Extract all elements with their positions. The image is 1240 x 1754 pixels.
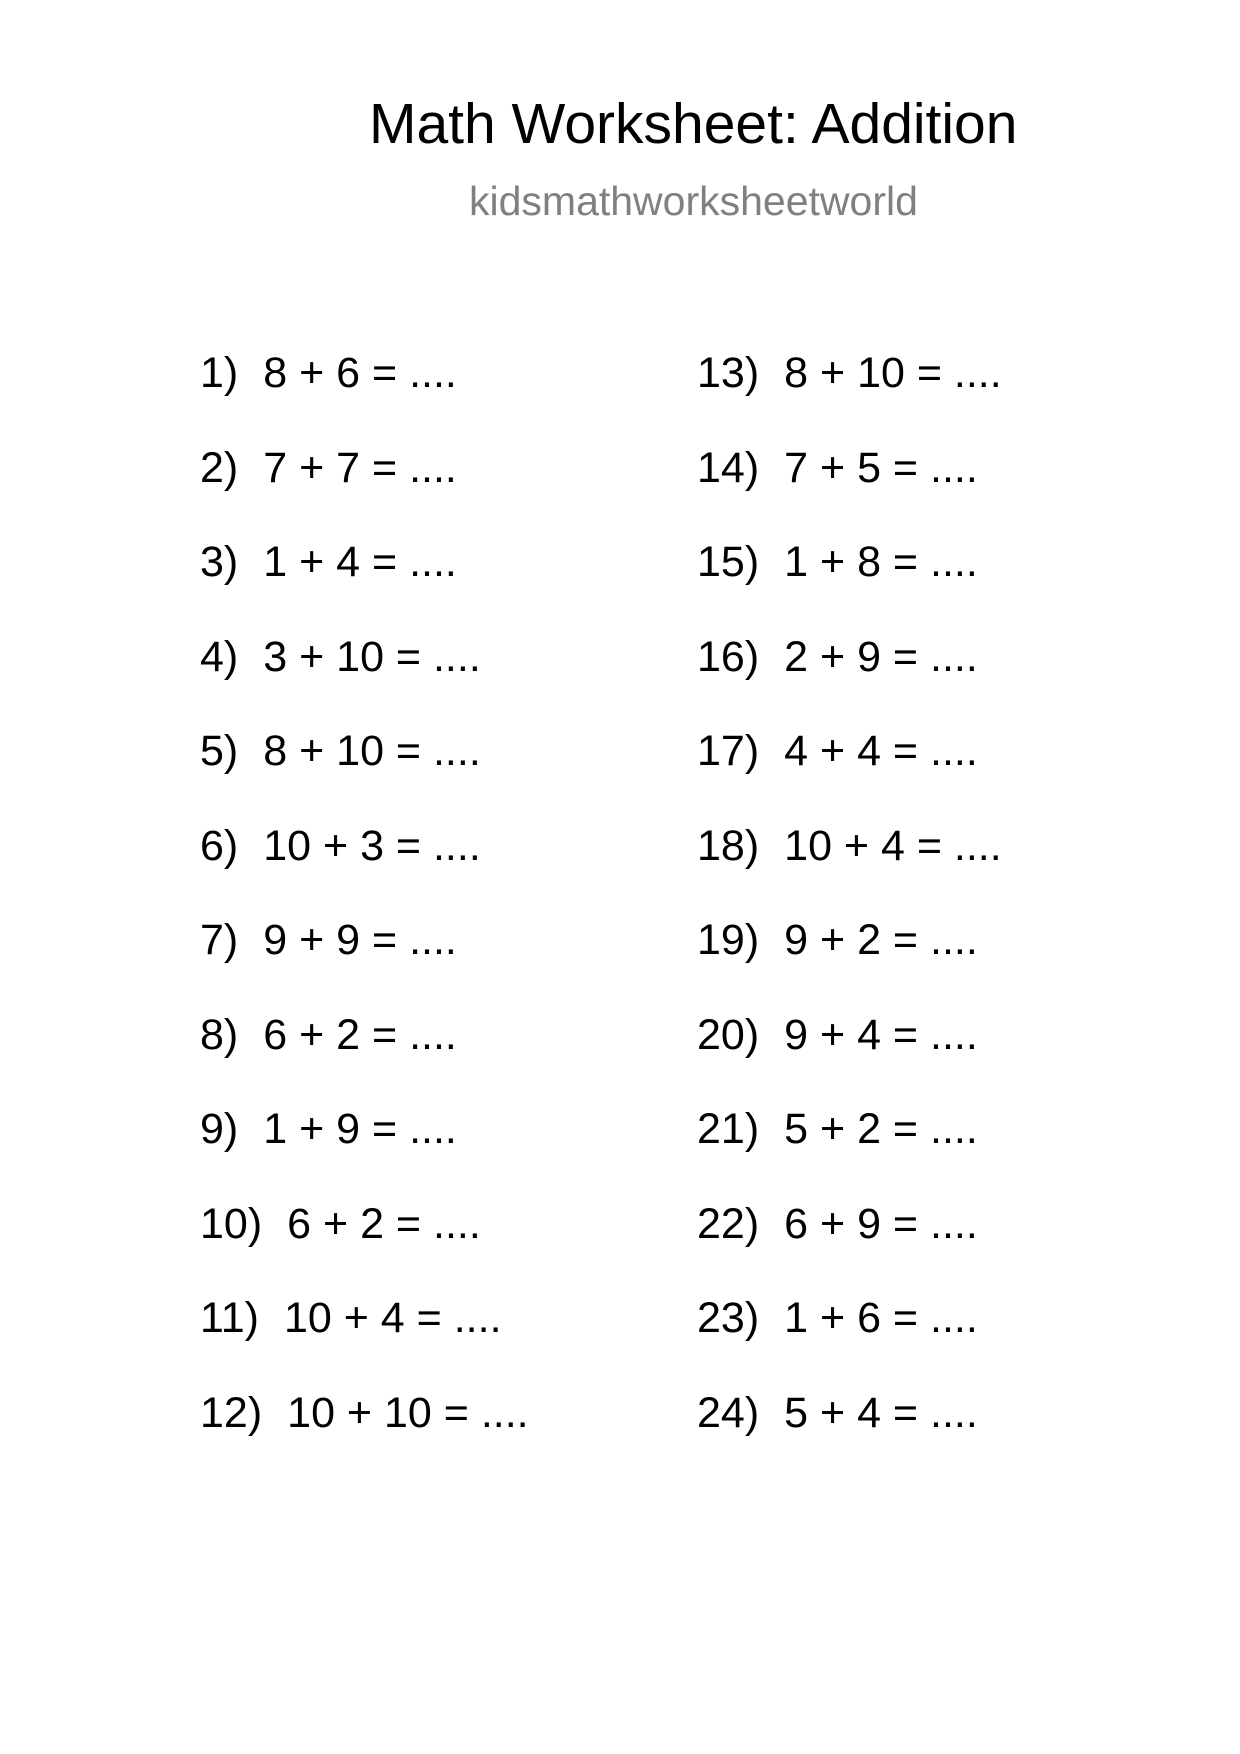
problem-item bbox=[200, 1007, 529, 1102]
problem-number: 10) bbox=[200, 1199, 263, 1248]
problem-number: 2) bbox=[200, 443, 239, 492]
problem-item bbox=[697, 534, 1002, 629]
problem-item bbox=[697, 440, 1002, 535]
problem-expression: 9 + 2 = .... bbox=[784, 916, 978, 964]
problem-expression: 6 + 9 = .... bbox=[784, 1199, 978, 1248]
problem-number: 6) bbox=[200, 821, 239, 870]
problem-expression: 8 + 10 = .... bbox=[784, 349, 1002, 397]
problem-expression: 4 + 4 = .... bbox=[784, 727, 978, 775]
problem-item bbox=[697, 723, 1002, 818]
problem-item bbox=[697, 1007, 1002, 1102]
problem-item bbox=[200, 818, 529, 913]
problem-expression: 1 + 9 = .... bbox=[263, 1105, 457, 1153]
problem-expression: 8 + 6 = .... bbox=[263, 349, 457, 397]
problem-number: 16) bbox=[697, 632, 760, 681]
problem-number: 4) bbox=[200, 632, 239, 681]
problem-number: 1) bbox=[200, 349, 239, 397]
problem-column-left bbox=[200, 345, 529, 1479]
problem-item bbox=[697, 1385, 1002, 1480]
site-watermark: kidsmathworksheetworld bbox=[469, 178, 918, 224]
problem-number: 7) bbox=[200, 916, 239, 964]
problem-item bbox=[200, 1101, 529, 1196]
problem-number: 5) bbox=[200, 727, 239, 775]
problem-number: 14) bbox=[697, 443, 760, 492]
problem-expression: 10 + 4 = .... bbox=[784, 821, 1002, 870]
problem-item bbox=[200, 345, 529, 440]
problem-number: 21) bbox=[697, 1105, 760, 1153]
problem-item bbox=[200, 629, 529, 724]
problem-item bbox=[697, 345, 1002, 440]
problem-number: 15) bbox=[697, 538, 760, 586]
problem-number: 9) bbox=[200, 1105, 239, 1153]
problem-expression: 1 + 4 = .... bbox=[263, 538, 457, 586]
problem-expression: 10 + 10 = .... bbox=[287, 1388, 529, 1437]
problem-item bbox=[697, 1101, 1002, 1196]
problem-number: 8) bbox=[200, 1010, 239, 1059]
problem-expression: 8 + 10 = .... bbox=[263, 727, 481, 775]
problem-number: 13) bbox=[697, 349, 760, 397]
problem-item bbox=[200, 1385, 529, 1480]
problem-expression: 2 + 9 = .... bbox=[784, 632, 978, 681]
problem-expression: 3 + 10 = .... bbox=[263, 632, 481, 681]
problem-number: 17) bbox=[697, 727, 760, 775]
problem-item bbox=[697, 1196, 1002, 1291]
problem-number: 24) bbox=[697, 1388, 760, 1437]
problem-expression: 9 + 9 = .... bbox=[263, 916, 457, 964]
problem-item bbox=[200, 440, 529, 535]
problem-number: 11) bbox=[200, 1294, 259, 1342]
page-title: Math Worksheet: Addition bbox=[369, 92, 1018, 156]
problem-item bbox=[200, 723, 529, 818]
problem-expression: 7 + 5 = .... bbox=[784, 443, 978, 492]
problem-expression: 1 + 6 = .... bbox=[784, 1294, 978, 1342]
problem-number: 22) bbox=[697, 1199, 760, 1248]
problem-item bbox=[200, 1290, 529, 1385]
problem-expression: 10 + 3 = .... bbox=[263, 821, 481, 870]
problem-item bbox=[200, 912, 529, 1007]
problem-number: 20) bbox=[697, 1010, 760, 1059]
problem-item bbox=[697, 912, 1002, 1007]
problem-item bbox=[697, 1290, 1002, 1385]
problem-number: 19) bbox=[697, 916, 760, 964]
problem-column-right bbox=[697, 345, 1002, 1479]
problem-item bbox=[200, 1196, 529, 1291]
problem-item bbox=[697, 629, 1002, 724]
problem-number: 12) bbox=[200, 1388, 263, 1437]
problem-number: 18) bbox=[697, 821, 760, 870]
problem-expression: 5 + 2 = .... bbox=[784, 1105, 978, 1153]
problem-expression: 6 + 2 = .... bbox=[263, 1010, 457, 1059]
problem-expression: 10 + 4 = .... bbox=[283, 1294, 502, 1342]
problem-number: 3) bbox=[200, 538, 239, 586]
problem-item bbox=[200, 534, 529, 629]
problem-number: 23) bbox=[697, 1294, 760, 1342]
problem-item bbox=[697, 818, 1002, 913]
problem-expression: 1 + 8 = .... bbox=[784, 538, 978, 586]
problem-expression: 5 + 4 = .... bbox=[784, 1388, 978, 1437]
problem-expression: 7 + 7 = .... bbox=[263, 443, 457, 492]
problem-expression: 6 + 2 = .... bbox=[287, 1199, 481, 1248]
problem-expression: 9 + 4 = .... bbox=[784, 1010, 978, 1059]
